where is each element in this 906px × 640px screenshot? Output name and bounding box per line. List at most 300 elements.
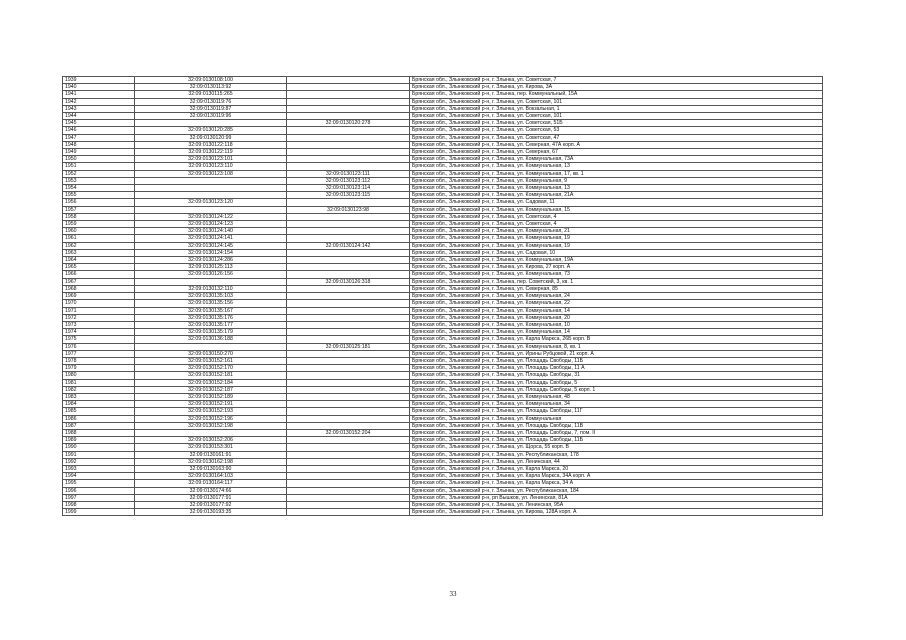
table-row xyxy=(63,156,823,163)
address-cell: Брянская обл., Злынковский р-н, г. Злынка, ул. Северная, 47А корп. А xyxy=(410,141,823,148)
table-row xyxy=(63,465,823,472)
linked-cadastral-number-cell: 32:09:0130152:204 xyxy=(287,429,410,436)
address-cell: Брянская обл., Злынковский р-н, г. Злынка, ул. Карла Маркса, 26Б корп. В xyxy=(410,336,823,343)
table-row xyxy=(63,242,823,249)
address-cell: Брянская обл., Злынковский р-н, г. Злынка, ул. Коммунальная, 10 xyxy=(410,321,823,328)
cadastral-number-cell: 32:09:0130122:119 xyxy=(135,149,287,156)
row-number-cell: 1994 xyxy=(63,473,135,480)
cadastral-number-cell: 32:09:0130124:154 xyxy=(135,249,287,256)
table-row xyxy=(63,487,823,494)
address-cell: Брянская обл., Злынковский р-н, г. Злынка, ул. Коммунальная, 13 xyxy=(410,185,823,192)
cadastral-number-cell: 32:09:0130120:285 xyxy=(135,127,287,134)
row-number-cell: 1954 xyxy=(63,185,135,192)
linked-cadastral-number-cell xyxy=(287,509,410,516)
row-number-cell: 1986 xyxy=(63,415,135,422)
cadastral-number-cell: 32:09:0130152:189 xyxy=(135,393,287,400)
cadastral-number-cell: 32:09:0130177:92 xyxy=(135,501,287,508)
address-cell: Брянская обл., Злынковский р-н, г. Злынка, ул. Площадь Свободы, 5 корп. 1 xyxy=(410,386,823,393)
row-number-cell: 1947 xyxy=(63,134,135,141)
linked-cadastral-number-cell xyxy=(287,372,410,379)
row-number-cell: 1952 xyxy=(63,170,135,177)
row-number-cell: 1956 xyxy=(63,199,135,206)
address-cell: Брянская обл., Злынковский р-н, г. Злынка, пер. Коммунальный, 15А xyxy=(410,91,823,98)
row-number-cell: 1951 xyxy=(63,163,135,170)
table-row xyxy=(63,199,823,206)
address-cell: Брянская обл., Злынковский р-н, г. Злынка, ул. Садовая, 11 xyxy=(410,199,823,206)
table-row xyxy=(63,350,823,357)
table-row xyxy=(63,444,823,451)
table-row xyxy=(63,257,823,264)
address-cell: Брянская обл., Злынковский р-н, г. Злынка, ул. Площадь Свободы, 31 xyxy=(410,372,823,379)
cadastral-number-cell: 32:09:0130125:113 xyxy=(135,264,287,271)
address-cell: Брянская обл., Злынковский р-н, г. Злынка, ул. Коммунальная, 9 xyxy=(410,177,823,184)
cadastral-number-cell: 32:09:0130136:188 xyxy=(135,336,287,343)
cadastral-number-cell: 32:09:0130123:120 xyxy=(135,199,287,206)
cadastral-number-cell: 32:09:0130135:156 xyxy=(135,300,287,307)
address-cell: Брянская обл., Злынковский р-н, г. Злынка, ул. Карла Маркса, 20 xyxy=(410,465,823,472)
table-row xyxy=(63,91,823,98)
address-cell: Брянская обл., Злынковский р-н, г. Злынка, ул. Кирова, 3А xyxy=(410,84,823,91)
table-row xyxy=(63,278,823,285)
cadastral-number-cell: 32:09:0130124:140 xyxy=(135,228,287,235)
table-row xyxy=(63,480,823,487)
row-number-cell: 1940 xyxy=(63,84,135,91)
address-cell: Брянская обл., Злынковский р-н, г. Злынка, ул. Площадь Свободы, 11Б xyxy=(410,357,823,364)
linked-cadastral-number-cell xyxy=(287,199,410,206)
linked-cadastral-number-cell xyxy=(287,163,410,170)
table-row xyxy=(63,170,823,177)
cadastral-number-cell: 32:09:0130115:265 xyxy=(135,91,287,98)
row-number-cell: 1969 xyxy=(63,293,135,300)
table-row xyxy=(63,494,823,501)
row-number-cell: 1977 xyxy=(63,350,135,357)
linked-cadastral-number-cell xyxy=(287,156,410,163)
row-number-cell: 1983 xyxy=(63,393,135,400)
cadastral-number-cell: 32:09:0130152:193 xyxy=(135,408,287,415)
linked-cadastral-number-cell xyxy=(287,285,410,292)
table-row xyxy=(63,501,823,508)
cadastral-number-cell xyxy=(135,177,287,184)
address-cell: Брянская обл., Злынковский р-н, г. Злынка, ул. Коммунальная, 22 xyxy=(410,300,823,307)
cadastral-number-cell: 32:09:0130153:301 xyxy=(135,444,287,451)
cadastral-number-cell xyxy=(135,120,287,127)
linked-cadastral-number-cell xyxy=(287,264,410,271)
row-number-cell: 1965 xyxy=(63,264,135,271)
table-row xyxy=(63,264,823,271)
cadastral-number-cell: 32:09:0130132:110 xyxy=(135,285,287,292)
cadastral-number-cell: 32:09:0130124:141 xyxy=(135,235,287,242)
address-cell: Брянская обл., Злынковский р-н, г. Злынка, ул. Коммунальная, 21А xyxy=(410,192,823,199)
row-number-cell: 1959 xyxy=(63,221,135,228)
linked-cadastral-number-cell xyxy=(287,314,410,321)
linked-cadastral-number-cell: 32:09:0130123:98 xyxy=(287,206,410,213)
row-number-cell: 1941 xyxy=(63,91,135,98)
register-rows xyxy=(63,77,823,516)
cadastral-number-cell: 32:09:0130152:196 xyxy=(135,415,287,422)
address-cell: Брянская обл., Злынковский р-н, г. Злынка, ул. Советская, 101 xyxy=(410,98,823,105)
table-row xyxy=(63,336,823,343)
linked-cadastral-number-cell xyxy=(287,98,410,105)
cadastral-number-cell: 32:09:0130123:108 xyxy=(135,170,287,177)
cadastral-number-cell: 32:09:0130113:92 xyxy=(135,84,287,91)
address-cell: Брянская обл., Злынковский р-н, г. Злынка, ул. Вокзальная, 1 xyxy=(410,105,823,112)
table-row xyxy=(63,314,823,321)
table-row xyxy=(63,429,823,436)
cadastral-number-cell: 32:09:0130150:270 xyxy=(135,350,287,357)
linked-cadastral-number-cell xyxy=(287,379,410,386)
row-number-cell: 1997 xyxy=(63,494,135,501)
address-cell: Брянская обл., Злынковский р-н, г. Злынка, ул. Коммунальная, 15 xyxy=(410,206,823,213)
address-cell: Брянская обл., Злынковский р-н, г. Злынка, ул. Советская, 4 xyxy=(410,213,823,220)
linked-cadastral-number-cell: 32:09:0130126:318 xyxy=(287,278,410,285)
linked-cadastral-number-cell xyxy=(287,113,410,120)
table-row xyxy=(63,235,823,242)
cadastral-number-cell: 32:09:0130164:103 xyxy=(135,473,287,480)
linked-cadastral-number-cell xyxy=(287,480,410,487)
row-number-cell: 1975 xyxy=(63,336,135,343)
table-row xyxy=(63,185,823,192)
linked-cadastral-number-cell: 32:09:0130123:111 xyxy=(287,170,410,177)
row-number-cell: 1968 xyxy=(63,285,135,292)
row-number-cell: 1962 xyxy=(63,242,135,249)
address-cell: Брянская обл., Злынковский р-н, г. Злынка, ул. Коммунальная, 21 xyxy=(410,228,823,235)
table-row xyxy=(63,206,823,213)
row-number-cell: 1948 xyxy=(63,141,135,148)
address-cell: Брянская обл., Злынковский р-н, г. Злынка, пер. Советский, 3, кв. 1 xyxy=(410,278,823,285)
cadastral-number-cell: 32:09:0130152:170 xyxy=(135,365,287,372)
table-row xyxy=(63,343,823,350)
row-number-cell: 1966 xyxy=(63,271,135,278)
linked-cadastral-number-cell xyxy=(287,84,410,91)
linked-cadastral-number-cell xyxy=(287,77,410,84)
table-row xyxy=(63,509,823,516)
row-number-cell: 1990 xyxy=(63,444,135,451)
row-number-cell: 1979 xyxy=(63,365,135,372)
table-row xyxy=(63,213,823,220)
address-cell: Брянская обл., Злынковский р-н, г. Злынка, ул. Советская, 7 xyxy=(410,77,823,84)
address-cell: Брянская обл., Злынковский р-н, г. Злынка, ул. Коммунальная, 17, кв. 1 xyxy=(410,170,823,177)
cadastral-number-cell: 32:09:0130152:181 xyxy=(135,372,287,379)
linked-cadastral-number-cell xyxy=(287,494,410,501)
row-number-cell: 1992 xyxy=(63,458,135,465)
row-number-cell: 1949 xyxy=(63,149,135,156)
address-cell: Брянская обл., Злынковский р-н, г. Злынка, ул. Коммунальная, 34 xyxy=(410,401,823,408)
address-cell: Брянская обл., Злынковский р-н, г. Злынка, ул. Советская, 53 xyxy=(410,127,823,134)
table-row xyxy=(63,293,823,300)
row-number-cell: 1944 xyxy=(63,113,135,120)
row-number-cell: 1978 xyxy=(63,357,135,364)
row-number-cell: 1950 xyxy=(63,156,135,163)
table-row xyxy=(63,127,823,134)
table-row xyxy=(63,401,823,408)
address-cell: Брянская обл., Злынковский р-н, г. Злынка, ул. Площадь Свободы, 11Б xyxy=(410,437,823,444)
address-cell: Брянская обл., Злынковский р-н, г. Злынка, ул. Коммунальная, 8, кв. 1 xyxy=(410,343,823,350)
cadastral-number-cell: 32:09:0130135:176 xyxy=(135,314,287,321)
cadastral-number-cell: 32:09:0130177:91 xyxy=(135,494,287,501)
table-row xyxy=(63,149,823,156)
cadastral-number-cell xyxy=(135,185,287,192)
cadastral-number-cell xyxy=(135,343,287,350)
table-row xyxy=(63,372,823,379)
property-register-table xyxy=(62,76,823,516)
table-row xyxy=(63,84,823,91)
table-row xyxy=(63,249,823,256)
cadastral-number-cell: 32:09:0130119:96 xyxy=(135,113,287,120)
row-number-cell: 1963 xyxy=(63,249,135,256)
row-number-cell: 1939 xyxy=(63,77,135,84)
address-cell: Брянская обл., Злынковский р-н, г. Злынка, ул. Коммунальная, 73А xyxy=(410,156,823,163)
table-row xyxy=(63,379,823,386)
linked-cadastral-number-cell xyxy=(287,221,410,228)
address-cell: Брянская обл., Злынковский р-н, г. Злынка, ул. Коммунальная, 13 xyxy=(410,163,823,170)
cadastral-number-cell: 32:09:0130135:177 xyxy=(135,321,287,328)
row-number-cell: 1980 xyxy=(63,372,135,379)
cadastral-number-cell: 32:09:0130152:191 xyxy=(135,401,287,408)
cadastral-number-cell: 32:09:0130163:90 xyxy=(135,465,287,472)
row-number-cell: 1984 xyxy=(63,401,135,408)
table-row xyxy=(63,357,823,364)
address-cell: Брянская обл., Злынковский р-н, г. Злынка, ул. Коммунальная xyxy=(410,415,823,422)
table-row xyxy=(63,307,823,314)
cadastral-number-cell: 32:09:0130162:198 xyxy=(135,458,287,465)
address-cell: Брянская обл., Злынковский р-н, г. Злынка, ул. Ленинская, 95А xyxy=(410,501,823,508)
address-cell: Брянская обл., Злынковский р-н, рп Вышков, ул. Ленинская, 81А xyxy=(410,494,823,501)
linked-cadastral-number-cell xyxy=(287,401,410,408)
linked-cadastral-number-cell xyxy=(287,350,410,357)
row-number-cell: 1946 xyxy=(63,127,135,134)
address-cell: Брянская обл., Злынковский р-н, г. Злынка, ул. Советская, 51Б xyxy=(410,120,823,127)
table-row xyxy=(63,141,823,148)
address-cell: Брянская обл., Злынковский р-н, г. Злынка, ул. Советская, 4 xyxy=(410,221,823,228)
linked-cadastral-number-cell xyxy=(287,365,410,372)
linked-cadastral-number-cell xyxy=(287,213,410,220)
table-row xyxy=(63,451,823,458)
address-cell: Брянская обл., Злынковский р-н, г. Злынка, ул. Ленинская, 44 xyxy=(410,458,823,465)
cadastral-number-cell: 32:09:0130135:179 xyxy=(135,329,287,336)
address-cell: Брянская обл., Злынковский р-н, г. Злынка, ул. Северная, 85 xyxy=(410,285,823,292)
cadastral-number-cell: 32:09:0130174:66 xyxy=(135,487,287,494)
cadastral-number-cell xyxy=(135,278,287,285)
linked-cadastral-number-cell xyxy=(287,300,410,307)
cadastral-number-cell: 32:09:0130152:206 xyxy=(135,437,287,444)
address-cell: Брянская обл., Злынковский р-н, г. Злынка, ул. Советская, 47 xyxy=(410,134,823,141)
address-cell: Брянская обл., Злынковский р-н, г. Злынка, ул. Площадь Свободы, 5 xyxy=(410,379,823,386)
table-row xyxy=(63,473,823,480)
linked-cadastral-number-cell xyxy=(287,141,410,148)
address-cell: Брянская обл., Злынковский р-н, г. Злынка, ул. Коммунальная, 14 xyxy=(410,307,823,314)
linked-cadastral-number-cell xyxy=(287,458,410,465)
table-row xyxy=(63,228,823,235)
row-number-cell: 1942 xyxy=(63,98,135,105)
row-number-cell: 1995 xyxy=(63,480,135,487)
address-cell: Брянская обл., Злынковский р-н, г. Злынка, ул. Северная, 67 xyxy=(410,149,823,156)
linked-cadastral-number-cell xyxy=(287,293,410,300)
address-cell: Брянская обл., Злынковский р-н, г. Злынка, ул. Республиканская, 178 xyxy=(410,451,823,458)
address-cell: Брянская обл., Злынковский р-н, г. Злынка, ул. Площадь Свободы, 11Г xyxy=(410,408,823,415)
row-number-cell: 1998 xyxy=(63,501,135,508)
linked-cadastral-number-cell xyxy=(287,444,410,451)
row-number-cell: 1982 xyxy=(63,386,135,393)
table-row xyxy=(63,192,823,199)
cadastral-number-cell xyxy=(135,206,287,213)
address-cell: Брянская обл., Злынковский р-н, г. Злынка, ул. Коммунальная, 73 xyxy=(410,271,823,278)
address-cell: Брянская обл., Злынковский р-н, г. Злынка, ул. Кирова, 27 корп. А xyxy=(410,264,823,271)
cadastral-number-cell: 32:09:0130152:198 xyxy=(135,422,287,429)
row-number-cell: 1955 xyxy=(63,192,135,199)
table-row xyxy=(63,134,823,141)
address-cell: Брянская обл., Злынковский р-н, г. Злынка, ул. Коммунальная, 14 xyxy=(410,329,823,336)
cadastral-number-cell: 32:09:0130164:117 xyxy=(135,480,287,487)
linked-cadastral-number-cell xyxy=(287,415,410,422)
address-cell: Брянская обл., Злынковский р-н, г. Злынка, ул. Коммунальная, 19 xyxy=(410,235,823,242)
cadastral-number-cell: 32:09:0130152:187 xyxy=(135,386,287,393)
row-number-cell: 1991 xyxy=(63,451,135,458)
address-cell: Брянская обл., Злынковский р-н, г. Злынка, ул. Коммунальная, 24 xyxy=(410,293,823,300)
address-cell: Брянская обл., Злынковский р-н, г. Злынка, ул. Советская, 101 xyxy=(410,113,823,120)
table-row xyxy=(63,437,823,444)
row-number-cell: 1999 xyxy=(63,509,135,516)
row-number-cell: 1945 xyxy=(63,120,135,127)
linked-cadastral-number-cell xyxy=(287,235,410,242)
linked-cadastral-number-cell xyxy=(287,127,410,134)
linked-cadastral-number-cell: 32:09:0130124:142 xyxy=(287,242,410,249)
row-number-cell: 1960 xyxy=(63,228,135,235)
linked-cadastral-number-cell xyxy=(287,437,410,444)
row-number-cell: 1973 xyxy=(63,321,135,328)
row-number-cell: 1976 xyxy=(63,343,135,350)
address-cell: Брянская обл., Злынковский р-н, г. Злынка, ул. Карла Маркса, 34 А xyxy=(410,480,823,487)
row-number-cell: 1943 xyxy=(63,105,135,112)
row-number-cell: 1953 xyxy=(63,177,135,184)
cadastral-number-cell: 32:09:0130124:123 xyxy=(135,221,287,228)
address-cell: Брянская обл., Злынковский р-н, г. Злынка, ул. Коммунальная, 20 xyxy=(410,314,823,321)
page-number: 33 xyxy=(449,590,457,598)
linked-cadastral-number-cell xyxy=(287,408,410,415)
row-number-cell: 1987 xyxy=(63,422,135,429)
cadastral-number-cell: 32:09:0130122:118 xyxy=(135,141,287,148)
linked-cadastral-number-cell xyxy=(287,501,410,508)
cadastral-number-cell: 32:09:0130124:286 xyxy=(135,257,287,264)
linked-cadastral-number-cell xyxy=(287,473,410,480)
table-row xyxy=(63,77,823,84)
cadastral-number-cell: 32:09:0130108:100 xyxy=(135,77,287,84)
linked-cadastral-number-cell xyxy=(287,149,410,156)
cadastral-number-cell: 32:09:0130135:103 xyxy=(135,293,287,300)
row-number-cell: 1972 xyxy=(63,314,135,321)
row-number-cell: 1974 xyxy=(63,329,135,336)
linked-cadastral-number-cell xyxy=(287,393,410,400)
table-row xyxy=(63,365,823,372)
row-number-cell: 1967 xyxy=(63,278,135,285)
cadastral-number-cell: 32:09:0130124:145 xyxy=(135,242,287,249)
table-row xyxy=(63,177,823,184)
linked-cadastral-number-cell xyxy=(287,451,410,458)
table-row xyxy=(63,458,823,465)
row-number-cell: 1989 xyxy=(63,437,135,444)
linked-cadastral-number-cell xyxy=(287,336,410,343)
linked-cadastral-number-cell xyxy=(287,329,410,336)
table-row xyxy=(63,163,823,170)
linked-cadastral-number-cell: 32:09:0130123:112 xyxy=(287,177,410,184)
cadastral-number-cell xyxy=(135,192,287,199)
row-number-cell: 1985 xyxy=(63,408,135,415)
address-cell: Брянская обл., Злынковский р-н, г. Злынка, ул. Площадь Свободы, 11 А xyxy=(410,365,823,372)
table-row xyxy=(63,113,823,120)
table-row xyxy=(63,120,823,127)
linked-cadastral-number-cell xyxy=(287,105,410,112)
cadastral-number-cell: 32:09:0130124:122 xyxy=(135,213,287,220)
address-cell: Брянская обл., Злынковский р-н, г. Злынка, ул. Садовая, 10 xyxy=(410,249,823,256)
table-row xyxy=(63,105,823,112)
cadastral-number-cell: 32:09:0130120:99 xyxy=(135,134,287,141)
linked-cadastral-number-cell xyxy=(287,257,410,264)
table-row xyxy=(63,393,823,400)
cadastral-number-cell: 32:09:0130135:167 xyxy=(135,307,287,314)
table-row xyxy=(63,329,823,336)
cadastral-number-cell: 32:09:0130119:87 xyxy=(135,105,287,112)
cadastral-number-cell: 32:09:0130123:110 xyxy=(135,163,287,170)
table-row xyxy=(63,300,823,307)
row-number-cell: 1988 xyxy=(63,429,135,436)
row-number-cell: 1964 xyxy=(63,257,135,264)
table-row xyxy=(63,408,823,415)
cadastral-number-cell: 32:09:0130119:76 xyxy=(135,98,287,105)
address-cell: Брянская обл., Злынковский р-н, г. Злынка, ул. Кирова, 128А корп. А xyxy=(410,509,823,516)
table-row xyxy=(63,221,823,228)
cadastral-number-cell: 32:09:0130126:156 xyxy=(135,271,287,278)
linked-cadastral-number-cell xyxy=(287,307,410,314)
cadastral-number-cell: 32:09:0130123:101 xyxy=(135,156,287,163)
linked-cadastral-number-cell xyxy=(287,228,410,235)
linked-cadastral-number-cell xyxy=(287,357,410,364)
address-cell: Брянская обл., Злынковский р-н, г. Злынка, ул. Коммунальная, 19 xyxy=(410,242,823,249)
cadastral-number-cell: 32:09:0130152:161 xyxy=(135,357,287,364)
linked-cadastral-number-cell xyxy=(287,249,410,256)
table-row xyxy=(63,415,823,422)
row-number-cell: 1970 xyxy=(63,300,135,307)
table-row xyxy=(63,422,823,429)
address-cell: Брянская обл., Злынковский р-н, г. Злынка, ул. Щорса, 55 корп. В xyxy=(410,444,823,451)
table-row xyxy=(63,98,823,105)
table-row xyxy=(63,386,823,393)
table-row xyxy=(63,285,823,292)
linked-cadastral-number-cell xyxy=(287,465,410,472)
row-number-cell: 1993 xyxy=(63,465,135,472)
address-cell: Брянская обл., Злынковский р-н, г. Злынка, ул. Площадь Свободы, 11В xyxy=(410,422,823,429)
cadastral-number-cell: 32:09:0130161:91 xyxy=(135,451,287,458)
cadastral-number-cell: 32:09:0130193:35 xyxy=(135,509,287,516)
address-cell: Брянская обл., Злынковский р-н, г. Злынка, ул. Площадь Свободы, 7, пом. II xyxy=(410,429,823,436)
row-number-cell: 1957 xyxy=(63,206,135,213)
linked-cadastral-number-cell xyxy=(287,271,410,278)
linked-cadastral-number-cell xyxy=(287,487,410,494)
address-cell: Брянская обл., Злынковский р-н, г. Злынка, ул. Коммунальная, 19А xyxy=(410,257,823,264)
table-row xyxy=(63,271,823,278)
linked-cadastral-number-cell xyxy=(287,134,410,141)
linked-cadastral-number-cell: 32:09:0130125:181 xyxy=(287,343,410,350)
row-number-cell: 1958 xyxy=(63,213,135,220)
row-number-cell: 1981 xyxy=(63,379,135,386)
cadastral-number-cell xyxy=(135,429,287,436)
address-cell: Брянская обл., Злынковский р-н, г. Злынка, ул. Коммунальная, 48 xyxy=(410,393,823,400)
row-number-cell: 1961 xyxy=(63,235,135,242)
table-row xyxy=(63,321,823,328)
cadastral-number-cell: 32:09:0130152:184 xyxy=(135,379,287,386)
linked-cadastral-number-cell xyxy=(287,386,410,393)
address-cell: Брянская обл., Злынковский р-н, г. Злынка, ул. Ирины Рубцовой, 21 корп. А xyxy=(410,350,823,357)
linked-cadastral-number-cell xyxy=(287,321,410,328)
linked-cadastral-number-cell: 32:09:0130120:278 xyxy=(287,120,410,127)
